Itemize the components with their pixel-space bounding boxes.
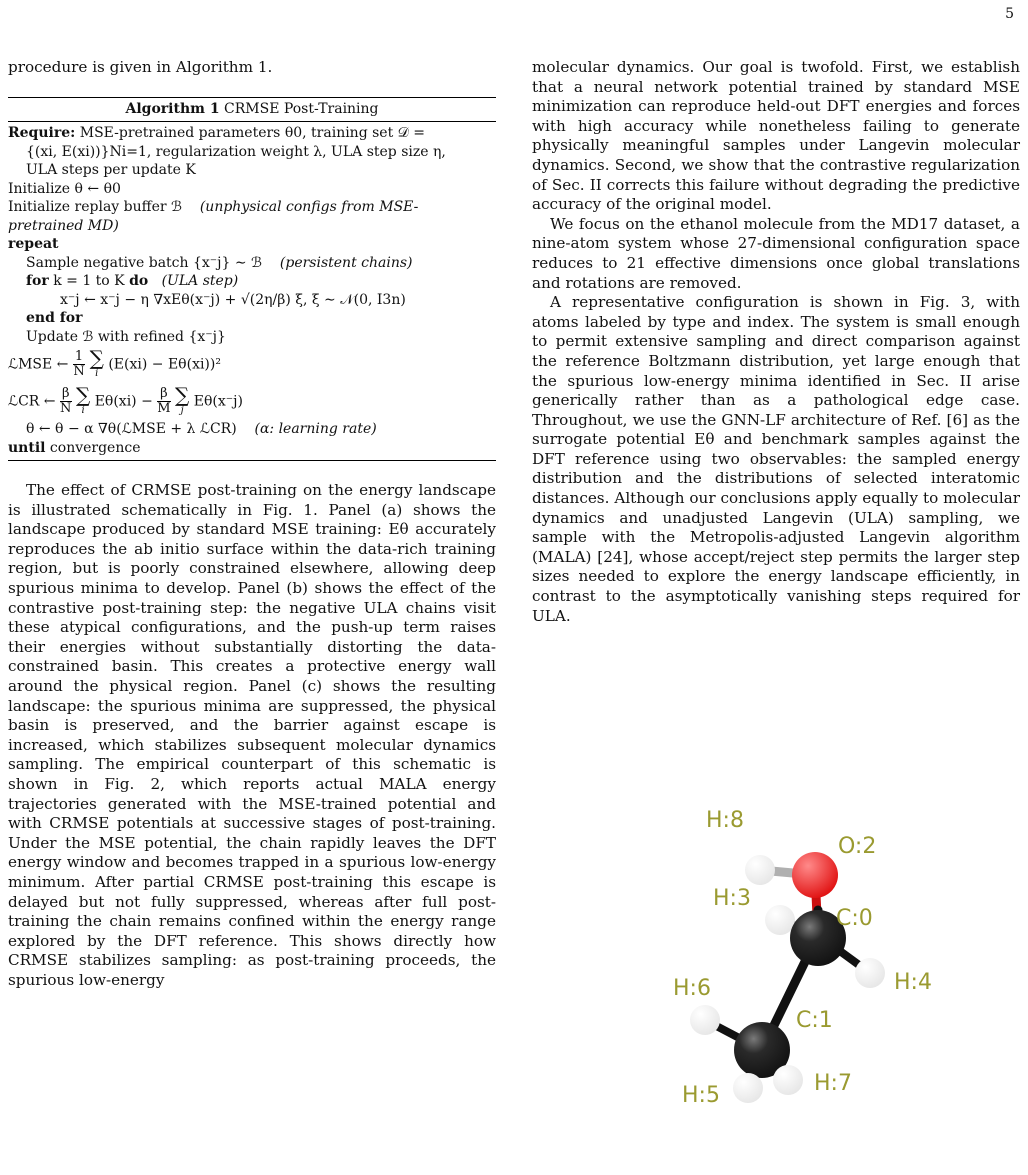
algo-loss-mse bbox=[8, 346, 496, 383]
intro-line: procedure is given in Algorithm 1. bbox=[8, 58, 273, 76]
molecule-svg bbox=[640, 795, 970, 1125]
loss-cr-fraction-1 bbox=[60, 387, 72, 416]
loss-cr-term-2: Eθ(x⁻j) bbox=[193, 393, 243, 410]
algorithm-title: CRMSE Post-Training bbox=[224, 100, 379, 117]
loss-cr-frac1-den: N bbox=[60, 401, 72, 417]
init-buffer-text: Initialize replay buffer ℬ bbox=[8, 199, 183, 216]
algo-endfor: end for bbox=[26, 310, 83, 327]
page-number: 5 bbox=[1005, 6, 1014, 22]
loss-mse-rhs: (E(xi) − Eθ(xi))² bbox=[108, 356, 221, 373]
right-paragraph-1: molecular dynamics. Our goal is twofold. First, we establish that a neural network potential trained by standard MSE minimization can reproduce held-out DFT energies and forces with high accuracy while nonetheless failing to generate physically meaningful samples under Langevin molecular dynamics. Second, we show that the contrastive regularization of Sec. II corrects this failure without degrading the predictive accuracy of the original model. bbox=[532, 58, 1020, 214]
atom-h5 bbox=[733, 1073, 763, 1103]
sum-symbol: ∑ bbox=[89, 346, 104, 371]
for-comment: (ULA step) bbox=[161, 273, 239, 290]
require-keyword: Require: bbox=[8, 125, 76, 142]
sum-symbol: ∑ bbox=[175, 383, 190, 408]
atom-h7 bbox=[773, 1065, 803, 1095]
theta-update-comment: (α: learning rate) bbox=[254, 421, 377, 438]
algo-sample bbox=[8, 254, 496, 273]
loss-cr-sum1-index: i bbox=[81, 405, 85, 417]
right-column bbox=[532, 58, 1020, 626]
require-text: MSE-pretrained parameters θ0, training set 𝒟 = bbox=[79, 125, 426, 142]
algorithm-box bbox=[8, 97, 496, 462]
atom-h6 bbox=[690, 1005, 720, 1035]
until-keyword: until bbox=[8, 439, 46, 456]
atom-h3 bbox=[765, 905, 795, 935]
loss-cr-sum-2 bbox=[175, 383, 190, 417]
label-h6: H:6 bbox=[673, 976, 711, 1001]
algo-until bbox=[8, 439, 496, 458]
loss-mse-frac-num: 1 bbox=[74, 349, 84, 365]
algo-theta-update bbox=[8, 420, 496, 439]
loss-mse-sum-index: i bbox=[95, 368, 99, 380]
sample-comment: (persistent chains) bbox=[279, 254, 413, 271]
algo-repeat: repeat bbox=[8, 236, 59, 253]
sum-symbol: ∑ bbox=[75, 383, 91, 408]
label-h5: H:5 bbox=[682, 1083, 720, 1108]
algo-update-buffer: Update ℬ with refined {x⁻j} bbox=[26, 328, 226, 345]
algo-require bbox=[8, 124, 496, 143]
algorithm-body bbox=[8, 122, 496, 460]
label-h8: H:8 bbox=[706, 808, 744, 833]
algo-init-buffer bbox=[8, 198, 496, 217]
for-text: k = 1 to K bbox=[53, 273, 125, 290]
init-buffer-comment: (unphysical configs from MSE- bbox=[199, 199, 419, 216]
atom-h4 bbox=[855, 958, 885, 988]
do-keyword: do bbox=[129, 273, 149, 290]
algo-init-buffer-comment2: pretrained MD) bbox=[8, 217, 119, 234]
ethanol-molecule-figure bbox=[640, 795, 970, 1125]
left-column bbox=[8, 58, 496, 991]
algo-ula-update: x⁻j ← x⁻j − η ∇xEθ(x⁻j) + √(2η/β) ξ, ξ ∼ 𝒩(0, I3n) bbox=[60, 291, 406, 308]
loss-cr-fraction-2 bbox=[157, 387, 170, 416]
loss-cr-frac1-num: β bbox=[61, 386, 70, 402]
atom-h8 bbox=[745, 855, 775, 885]
loss-cr-term-1: Eθ(xi) − bbox=[94, 393, 153, 410]
algo-require-cont: {(xi, E(xi))}Ni=1, regularization weight λ, ULA step size η, bbox=[26, 143, 446, 160]
atom-o2 bbox=[792, 852, 838, 898]
loss-cr-sum-1 bbox=[75, 383, 91, 417]
for-keyword: for bbox=[26, 273, 49, 290]
algorithm-label: Algorithm 1 bbox=[125, 100, 220, 117]
loss-mse-fraction bbox=[73, 350, 85, 379]
label-h3: H:3 bbox=[713, 886, 751, 911]
label-h4: H:4 bbox=[894, 970, 932, 995]
theta-update-text: θ ← θ − α ∇θ(ℒMSE + λ ℒCR) bbox=[26, 421, 237, 438]
loss-cr-lhs: ℒCR ← bbox=[8, 393, 56, 410]
body-paragraph: The effect of CRMSE post-training on the energy landscape is illustrated schematically in Fig. 1. Panel (a) shows the landscape produced by standard MSE training: Eθ accurately reproduces the ab initio surface within the data-rich training region, but is poorly constrained elsewhere, allowing deep spurious minima to develop. Panel (b) shows the effect of the contrastive post-training step: the negative ULA chains visit these atypical configurations, and the push-up term raises their energies without substantially distorting the data-constrained basin. This creates a protective energy wall around the physical region. Panel (c) shows the resulting landscape: the spurious minima are suppressed, the physical basin is preserved, and the barrier against escape is increased, which stabilizes subsequent molecular dynamics sampling. The empirical counterpart of this schematic is shown in Fig. 2, which reports actual MALA energy trajectories generated with the MSE-trained potential and with CRMSE potentials at successive stages of post-training. Under the MSE potential, the chain rapidly leaves the DFT energy window and becomes trapped in a spurious low-energy minimum. After partial CRMSE post-training this escape is delayed but not fully suppressed, whereas after full post-training the chain remains confined within the energy range explored by the DFT reference. This shows directly how CRMSE stabilizes sampling: as post-training proceeds, the spurious low-energy bbox=[8, 481, 496, 989]
loss-mse-sum bbox=[89, 346, 104, 380]
algo-for bbox=[8, 272, 496, 291]
sample-text: Sample negative batch {x⁻j} ∼ ℬ bbox=[26, 254, 263, 271]
until-text: convergence bbox=[49, 439, 141, 456]
algorithm-header bbox=[8, 98, 496, 123]
right-paragraph-3: A representative configuration is shown in Fig. 3, with atoms labeled by type and index. The system is small enough to permit extensive sampling and direct comparison against the reference Boltzmann distribution, yet large enough that the spurious low-energy minima identified in Sec. II arise generically rather than as a pathological edge case. Throughout, we use the GNN-LF architecture of Ref. [6] as the surrogate potential Eθ and benchmark samples against the DFT reference using two observables: the sampled energy distribution and the distributions of selected interatomic distances. Although our conclusions apply equally to molecular dynamics and unadjusted Langevin (ULA) sampling, we sample with the Metropolis-adjusted Langevin algorithm (MALA) [24], whose accept/reject step permits the larger step sizes needed to explore the energy landscape efficiently, in contrast to the asymptotically vanishing steps required for ULA. bbox=[532, 293, 1020, 625]
label-h7: H:7 bbox=[814, 1071, 852, 1096]
right-paragraph-2: We focus on the ethanol molecule from the MD17 dataset, a nine-atom system whose 27-dimensional configuration space reduces to 21 effective dimensions once global translations and rotations are removed. bbox=[532, 214, 1020, 292]
label-c1: C:1 bbox=[796, 1008, 833, 1033]
label-o2: O:2 bbox=[838, 834, 877, 859]
loss-cr-frac2-num: β bbox=[157, 387, 170, 402]
loss-cr-frac2-den: M bbox=[157, 401, 171, 417]
loss-mse-frac-den: N bbox=[73, 364, 85, 380]
algo-loss-cr bbox=[8, 383, 496, 420]
loss-cr-sum2-index: j bbox=[180, 405, 184, 417]
algo-require-cont2: ULA steps per update K bbox=[26, 162, 196, 179]
loss-mse-lhs: ℒMSE ← bbox=[8, 356, 69, 373]
label-c0: C:0 bbox=[836, 906, 873, 931]
algo-init-theta: Initialize θ ← θ0 bbox=[8, 180, 121, 197]
